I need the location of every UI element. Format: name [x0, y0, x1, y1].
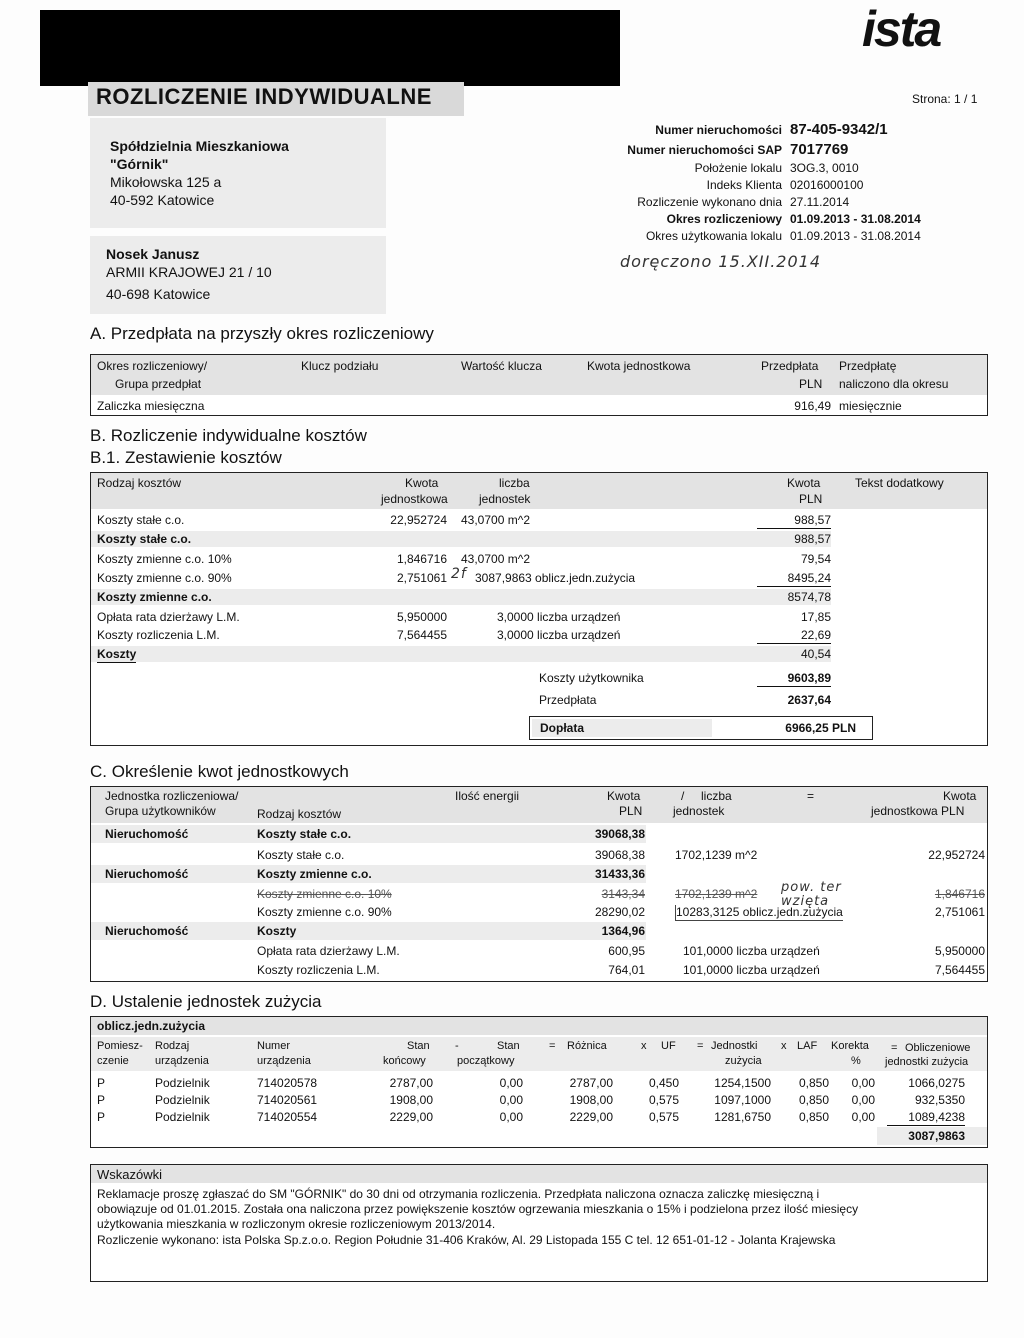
prepayment-table: [90, 354, 988, 416]
cost-summary-table: [90, 472, 988, 746]
cost-row-amount: 22,69: [757, 628, 831, 644]
cell-uf: 0,575: [648, 1093, 679, 1107]
cell-laf: 0,850: [798, 1110, 829, 1124]
cell-correction: 0,00: [851, 1076, 875, 1090]
header-cell: czenie: [97, 1055, 129, 1067]
cell-type: Podzielnik: [155, 1076, 210, 1090]
header-cell: -: [455, 1040, 459, 1052]
detail-label: Numer nieruchomości: [655, 123, 782, 137]
redaction-bar: [40, 10, 620, 86]
group-amount: 39068,38: [594, 827, 645, 841]
header-cell: Stan: [497, 1040, 520, 1052]
cost-sum-amount: 988,57: [794, 532, 831, 546]
group-type: Koszty: [257, 924, 297, 938]
cell-end: 2229,00: [389, 1110, 433, 1124]
unit-amounts-table: [90, 786, 988, 982]
prepaid-label: Przedpłata: [539, 693, 597, 707]
header-cell: Różnica: [567, 1040, 607, 1052]
detail-label: Numer nieruchomości SAP: [627, 143, 782, 157]
cell-type: Podzielnik: [155, 1093, 210, 1107]
cell-uf: 0,450: [648, 1076, 679, 1090]
detail-row: [570, 140, 1010, 160]
cell-diff: 1908,00: [569, 1093, 613, 1107]
cost-row-unit: 5,950000: [396, 610, 447, 624]
header-cell: zużycia: [725, 1055, 762, 1067]
surcharge-value: 6966,25 PLN: [785, 721, 856, 735]
unit-row-type: Koszty zmienne c.o. 90%: [257, 905, 392, 919]
header-cell: liczba: [499, 476, 530, 490]
cell-units: 1281,6750: [714, 1110, 771, 1124]
header-cell: Obliczeniowe: [905, 1042, 971, 1054]
unit-row-amount: 28290,02: [594, 905, 645, 919]
group-label: oblicz.jedn.zużycia: [97, 1019, 206, 1033]
tenant-name: Nosek Janusz: [106, 246, 200, 262]
hints-box: [90, 1164, 988, 1282]
cost-row-amount: 79,54: [800, 552, 831, 566]
unit-row-count: 101,0000 liczba urządzeń: [683, 963, 820, 977]
group-header: [91, 1017, 987, 1035]
header-cell: x: [781, 1040, 787, 1052]
cell-laf: 0,850: [798, 1093, 829, 1107]
detail-row: [570, 160, 1010, 177]
detail-value: 7017769: [790, 141, 849, 158]
header-cell: Kwota: [607, 789, 641, 803]
unit-row-type: Koszty stałe c.o.: [257, 848, 345, 862]
header-cell: Pomiesz-: [97, 1040, 143, 1052]
header-cell: urządzenia: [257, 1055, 311, 1067]
cooperative-name: Spółdzielnia Mieszkaniowa: [110, 138, 289, 154]
sum-row-bg: [91, 531, 831, 547]
tenant-address-block: [90, 236, 386, 314]
unit-row-result: 2,751061: [934, 905, 985, 919]
hint-line: użytkowania mieszkania w rozliczonym okresie rozliczeniowym 2013/2014.: [97, 1217, 496, 1231]
cost-row-name: Koszty zmienne c.o. 90%: [97, 571, 232, 585]
group-name: Nieruchomość: [105, 924, 189, 938]
detail-label: Okres użytkowania lokalu: [645, 229, 782, 243]
cost-row-count: 3,0000 liczba urządzeń: [497, 628, 621, 642]
detail-row: [570, 211, 1010, 228]
hints-header: [91, 1165, 987, 1183]
prepayment-name: Zaliczka miesięczna: [97, 399, 205, 413]
consumption-units-table: [90, 1016, 988, 1148]
cell-correction: 0,00: [851, 1110, 875, 1124]
group-name: Nieruchomość: [105, 827, 189, 841]
detail-row: [570, 194, 1010, 211]
cell-room: P: [97, 1093, 106, 1107]
cost-row-name: Opłata rata dzierżawy L.M.: [97, 610, 240, 624]
header-cell: końcowy: [383, 1055, 426, 1067]
cooperative-city: 40-592 Katowice: [110, 192, 215, 208]
group-name: Nieruchomość: [105, 867, 189, 881]
cell-uf: 0,575: [648, 1110, 679, 1124]
detail-label: Indeks Klienta: [706, 178, 782, 192]
header-cell: Wartość klucza: [461, 359, 542, 373]
header-cell: początkowy: [457, 1055, 515, 1067]
tenant-street: ARMII KRAJOWEJ 21 / 10: [106, 264, 272, 280]
section-b1-title: B.1. Zestawienie kosztów: [90, 448, 282, 467]
cell-calc: 1066,0275: [908, 1076, 965, 1090]
unit-row-result: 5,950000: [934, 944, 985, 958]
unit-row-type: Opłata rata dzierżawy L.M.: [257, 944, 400, 958]
cost-row-count: 3,0000 liczba urządzeń: [497, 610, 621, 624]
header-cell: Grupa użytkowników: [105, 804, 216, 818]
cost-row-amount: 8495,24: [757, 571, 831, 587]
header-cell: jednostkowa PLN: [871, 804, 965, 818]
detail-label: Okres rozliczeniowy: [666, 212, 782, 226]
group-type: Koszty zmienne c.o.: [257, 867, 372, 881]
header-cell: Jednostka rozliczeniowa/: [105, 789, 239, 803]
unit-row-count: 10283,3125 oblicz.jedn.zużycia: [676, 905, 843, 919]
header-cell: Rodzaj kosztów: [257, 807, 342, 821]
user-costs-label: Koszty użytkownika: [539, 671, 644, 685]
cost-row-count: 3087,9863 oblicz.jedn.zużycia: [475, 571, 636, 585]
cost-sum-amount: 8574,78: [787, 590, 831, 604]
detail-value: 02016000100: [790, 178, 864, 192]
header-cell: =: [549, 1040, 556, 1052]
cell-units: 1254,1500: [714, 1076, 771, 1090]
unit-row-amount: 764,01: [608, 963, 645, 977]
unit-row-result: 7,564455: [934, 963, 985, 977]
sum-row-bg: [91, 646, 831, 662]
unit-row-count: 101,0000 liczba urządzeń: [683, 944, 820, 958]
cost-row-amount: 988,57: [757, 513, 831, 529]
header-cell: x: [641, 1040, 647, 1052]
cooperative-address-block: [90, 118, 386, 228]
detail-label: Rozliczenie wykonano dnia: [637, 195, 782, 209]
unit-row-result: 22,952724: [928, 848, 985, 862]
header-cell: liczba: [701, 789, 732, 803]
unit-row-count: 1702,1239 m^2: [675, 848, 758, 862]
prepayment-amount: 916,49: [794, 399, 831, 413]
tenant-city: 40-698 Katowice: [106, 286, 211, 302]
page-number: Strona: 1 / 1: [912, 92, 978, 106]
cost-row-unit: 1,846716: [396, 552, 447, 566]
cell-end: 2787,00: [389, 1076, 433, 1090]
cell-calc: 1089,4238: [887, 1110, 965, 1126]
header-cell: Kwota: [943, 789, 977, 803]
header-cell: PLN: [619, 804, 643, 818]
detail-row: [570, 228, 1010, 245]
section-c-title: C. Określenie kwot jednostkowych: [90, 762, 349, 781]
consumption-total: 3087,9863: [908, 1129, 965, 1143]
header-cell: UF: [661, 1040, 676, 1052]
cost-row-unit: 2,751061: [396, 571, 447, 585]
detail-value: 01.09.2013 - 31.08.2014: [790, 212, 921, 226]
hint-line: Reklamacje proszę zgłaszać do SM "GÓRNIK" do 30 dni od otrzymania rozliczenia. Przedpłata naliczona oznacza zaliczkę miesięczną i: [97, 1187, 820, 1201]
detail-label: Położenie lokalu: [694, 161, 782, 175]
header-cell: Grupa przedpłat: [115, 377, 202, 391]
header-cell: Rodzaj: [155, 1040, 190, 1052]
cost-row-count: 43,0700 m^2: [461, 552, 531, 566]
cell-type: Podzielnik: [155, 1110, 210, 1124]
cost-sum-amount: 40,54: [800, 647, 831, 661]
header-cell: Stan: [407, 1040, 430, 1052]
prepayment-period: miesięcznie: [839, 399, 902, 413]
header-cell: jednostki zużycia: [885, 1056, 969, 1068]
document-title: ROZLICZENIE INDYWIDUALNE: [88, 82, 464, 116]
prepaid-value: 2637,64: [787, 693, 831, 707]
handwritten-note: pow. ter wzięta: [781, 880, 842, 909]
unit-row-amount: 39068,38: [594, 848, 645, 862]
header-cell: Kwota: [405, 476, 439, 490]
cell-laf: 0,850: [798, 1076, 829, 1090]
header-cell: LAF: [797, 1040, 818, 1052]
hints-title: Wskazówki: [97, 1167, 163, 1182]
group-type: Koszty stałe c.o.: [257, 827, 352, 841]
detail-row: [570, 177, 1010, 194]
detail-value: 87-405-9342/1: [790, 121, 888, 138]
cell-number: 714020554: [257, 1110, 318, 1124]
cost-row-name: Koszty zmienne c.o. 10%: [97, 552, 232, 566]
section-d-title: D. Ustalenie jednostek zużycia: [90, 992, 322, 1011]
unit-row-count: 1702,1239 m^2: [675, 887, 758, 901]
detail-row: [570, 120, 1010, 140]
header-cell: %: [851, 1055, 861, 1067]
header-cell: PLN: [799, 377, 823, 391]
header-cell: urządzenia: [155, 1055, 209, 1067]
cell-room: P: [97, 1076, 106, 1090]
cell-end: 1908,00: [389, 1093, 433, 1107]
header-cell: =: [891, 1042, 898, 1054]
cost-row-amount: 17,85: [800, 610, 831, 624]
ista-logo: ista: [862, 1, 941, 57]
header-cell: PLN: [799, 492, 823, 506]
header-cell: jednostkowa: [381, 492, 448, 506]
header-cell: Korekta: [831, 1040, 869, 1052]
cell-calc: 932,5350: [914, 1093, 965, 1107]
unit-row-amount: 3143,34: [601, 887, 645, 901]
header-cell: Rodzaj kosztów: [97, 476, 182, 490]
header-cell: Numer: [257, 1040, 291, 1052]
cell-number: 714020578: [257, 1076, 318, 1090]
section-b-title: B. Rozliczenie indywidualne kosztów: [90, 426, 367, 445]
header-cell: Kwota jednostkowa: [587, 359, 691, 373]
hint-line: Rozliczenie wykonano: ista Polska Sp.z.o.o. Region Południe 31-406 Kraków, Al. 29 Listopada 155 C tel. 12 651-01-12 - Jolanta Krajewska: [97, 1233, 836, 1247]
user-costs-value: 9603,89: [757, 671, 831, 687]
cell-start: 0,00: [499, 1093, 523, 1107]
unit-row-type: Koszty zmienne c.o. 10%: [257, 887, 392, 901]
table-row: [91, 1109, 987, 1126]
header-cell: =: [807, 789, 815, 803]
cost-row-unit: 7,564455: [396, 628, 447, 642]
cell-units: 1097,1000: [714, 1093, 771, 1107]
detail-value: 27.11.2014: [790, 195, 850, 209]
header-cell: Jednostki: [711, 1040, 758, 1052]
group-amount: 1364,96: [601, 924, 645, 938]
cost-sum-name: Koszty zmienne c.o.: [97, 590, 212, 604]
cell-room: P: [97, 1110, 106, 1124]
header-cell: Tekst dodatkowy: [855, 476, 944, 490]
cooperative-name-2: "Górnik": [110, 156, 169, 172]
header-cell: Przedpłata: [761, 359, 819, 373]
detail-value: 01.09.2013 - 31.08.2014: [790, 229, 921, 243]
cost-sum-name: Koszty: [97, 647, 137, 661]
cell-correction: 0,00: [851, 1093, 875, 1107]
cost-row-name: Koszty rozliczenia L.M.: [97, 628, 220, 642]
cell-diff: 2229,00: [569, 1110, 613, 1124]
section-a-title: A. Przedpłata na przyszły okres rozliczeniowy: [90, 324, 434, 343]
header-cell: jednostek: [479, 492, 531, 506]
cost-sum-name: Koszty stałe c.o.: [97, 532, 192, 546]
handwritten-delivery-note: doręczono 15.XII.2014: [620, 252, 822, 271]
unit-row-result: 1,846716: [934, 887, 985, 901]
cell-start: 0,00: [499, 1110, 523, 1124]
header-cell: jednostek: [673, 804, 725, 818]
header-cell: Przedpłatę: [839, 359, 897, 373]
handwritten-mark: 2f: [451, 566, 467, 582]
surcharge-box: [529, 716, 873, 740]
billing-details: [570, 120, 1010, 245]
table-row: [91, 1092, 987, 1109]
table-row: [91, 1075, 987, 1092]
header-cell: Kwota: [787, 476, 821, 490]
detail-value: 3OG.3, 0010: [790, 161, 859, 175]
header-cell: naliczono dla okresu: [839, 377, 949, 391]
group-amount: 31433,36: [594, 867, 645, 881]
cost-row-count: 43,0700 m^2: [461, 513, 531, 527]
cell-start: 0,00: [499, 1076, 523, 1090]
surcharge-label: Dopłata: [540, 721, 585, 735]
unit-row-type: Koszty rozliczenia L.M.: [257, 963, 380, 977]
cooperative-street: Mikołowska 125 a: [110, 174, 222, 190]
unit-row-amount: 600,95: [608, 944, 645, 958]
table-header: [91, 473, 987, 509]
cost-row-unit: 22,952724: [390, 513, 447, 527]
cost-row-name: Koszty stałe c.o.: [97, 513, 185, 527]
header-cell: =: [697, 1040, 704, 1052]
header-cell: Ilość energii: [455, 789, 520, 803]
header-cell: Klucz podziału: [301, 359, 379, 373]
cell-number: 714020561: [257, 1093, 318, 1107]
cell-diff: 2787,00: [569, 1076, 613, 1090]
header-cell: Okres rozliczeniowy/: [97, 359, 208, 373]
hint-line: obowiązuje od 01.01.2015. Została ona naliczona przez powiększenie kosztów ogrzewania mieszkania o 15% i podzielona przez ilość miesięcy: [97, 1202, 859, 1216]
header-cell: /: [681, 789, 685, 803]
